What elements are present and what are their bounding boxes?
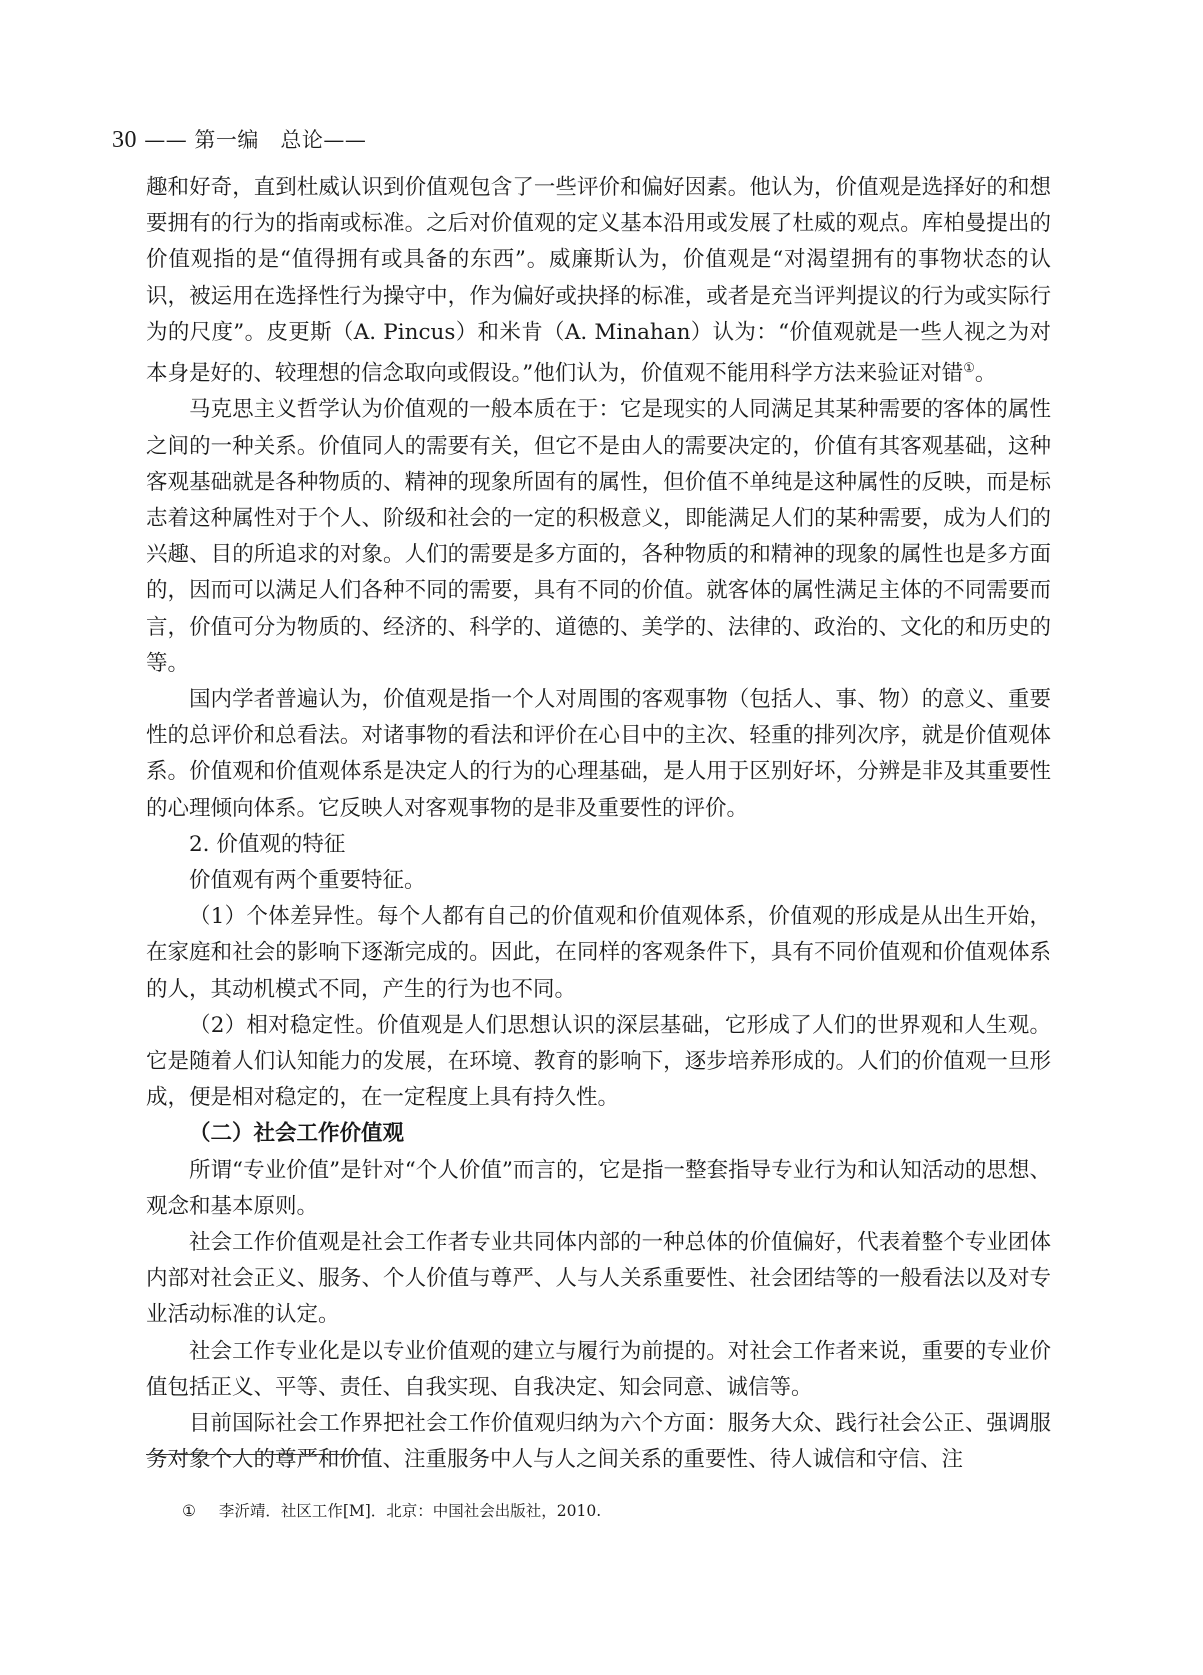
paragraph: 国内学者普遍认为，价值观是指一个人对周围的客观事物（包括人、事、物）的意义、重要性的总评价和总看法。对诸事物的看法和评价在心目中的主次、轻重的排列次序，就是价值观体系。价值观和价值观体系是决定人的行为的心理基础，是人用于区别好坏，分辨是非及其重要性的心理倾向体系。它反映人对客观事物的是非及重要性的评价。 [146, 687, 1051, 821]
paragraph: 社会工作价值观是社会工作者专业共同体内部的一种总体的价值偏好，代表着整个专业团体内部对社会正义、服务、个人价值与尊严、人与人关系重要性、社会团结等的一般看法以及对专业活动标准的认定。 [146, 1230, 1051, 1328]
footnote [182, 1499, 601, 1521]
footnote-divider [146, 1454, 368, 1455]
subsection-heading: 2. 价值观的特征 [189, 831, 346, 857]
paragraph: （2）相对稳定性。价值观是人们思想认识的深层基础，它形成了人们的世界观和人生观。它是随着人们认知能力的发展，在环境、教育的影响下，逐步培养形成的。人们的价值观一旦形成，便是相对稳定的，在一定程度上具有持久性。 [146, 1012, 1051, 1111]
paragraph: 社会工作专业化是以专业价值观的建立与履行为前提的。对社会工作者来说，重要的专业价值包括正义、平等、责任、自我实现、自我决定、知会同意、诚信等。 [146, 1338, 1051, 1400]
paragraph: 目前国际社会工作界把社会工作价值观归纳为六个方面：服务大众、践行社会公正、强调服务对象个人的尊严和价值、注重服务中人与人之间关系的重要性、待人诚信和守信、注 [146, 1411, 1051, 1473]
paragraph: 价值观有两个重要特征。 [189, 868, 426, 894]
paragraph: 所谓“专业价值”是针对“个人价值”而言的，它是指一整套指导专业行为和认知活动的思想、观念和基本原则。 [146, 1157, 1051, 1219]
footnote-text: 李沂靖．社区工作[M]．北京：中国社会出版社，2010. [218, 1502, 602, 1520]
footnote-mark: ① [182, 1502, 196, 1520]
running-head [112, 124, 366, 154]
section-heading: （二）社会工作价值观 [189, 1121, 405, 1147]
page-number: 30 [112, 127, 137, 153]
body-text [146, 170, 1051, 1478]
paragraph: 马克思主义哲学认为价值观的一般本质在于：它是现实的人同满足其某种需要的客体的属性之间的一种关系。价值同人的需要有关，但它不是由人的需要决定的，价值有其客观基础，这种客观基础就是各种物质的、精神的现象所固有的属性，但价值不单纯是这种属性的反映，而是标志着这种属性对于个人、阶级和社会的一定的积极意义，即能满足人们的某种需要，成为人们的兴趣、目的所追求的对象。人们的需要是多方面的，各种物质的和精神的现象的属性也是多方面的，因而可以满足人们各种不同的需要，具有不同的价值。就客体的属性满足主体的不同需要而言，价值可分为物质的、经济的、科学的、道德的、美学的、法律的、政治的、文化的和历史的等。 [146, 397, 1051, 676]
paragraph: 趣和好奇，直到杜威认识到价值观包含了一些评价和偏好因素。他认为，价值观是选择好的和想要拥有的行为的指南或标准。之后对价值观的定义基本沿用或发展了杜威的观点。库柏曼提出的价值观指的是“值得拥有或具备的东西”。威廉斯认为，价值观是“对渴望拥有的事物状态的认识，被运用在选择性行为操守中，作为偏好或抉择的标准，或者是充当评判提议的行为或实际行为的尺度”。皮更斯（A. Pincus）和米肯（A. Minahan）认为：“价值观就是一些人视之为对本身是好的、较理想的信念取向或假设。”他们认为，价值观不能用科学方法来验证对错①。 [146, 175, 1051, 387]
footnote-reference[interactable]: ① [963, 361, 975, 377]
section-title: —— 第一编 总论—— [144, 128, 367, 152]
paragraph: （1）个体差异性。每个人都有自己的价值观和价值观体系，价值观的形成是从出生开始，在家庭和社会的影响下逐渐完成的。因此，在同样的客观条件下，具有不同价值观和价值观体系的人，其动机模式不同，产生的行为也不同。 [146, 904, 1051, 1002]
